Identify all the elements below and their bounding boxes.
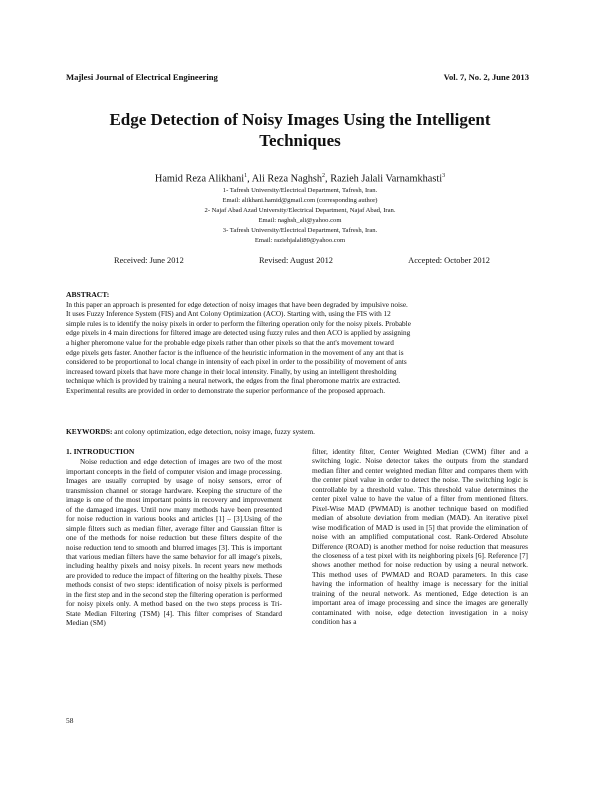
email-line: Email: raziehjalali89@yahoo.com	[254, 237, 346, 244]
keywords-label: KEYWORDS:	[66, 427, 113, 436]
abstract-line: considered to be proportional to local change in intensity of each pixel in order to the possibility of movement of ants	[66, 358, 407, 367]
affiliation-line: 1- Tafresh University/Electrical Department, Tafresh, Iran.	[222, 187, 378, 194]
abstract-line: simple rules is to identify the noisy pixels in order to perform the filtering operation only for the noisy pixels. Probable	[66, 319, 411, 328]
abstract-line: edge pixels in 4 main directions for filtered image are detected using fuzzy rules and then ACO is applied by assigning	[66, 329, 411, 338]
running-header	[66, 72, 529, 82]
author-separator: ,	[325, 173, 331, 185]
author-1: Hamid Reza Alikhani	[154, 173, 245, 185]
section-heading: 1. INTRODUCTION	[66, 447, 135, 456]
keywords-line	[66, 427, 528, 436]
body-paragraph: filter, identity filter, Center Weighted Median (CWM) filter and a switching logic. Noise detector takes the outputs from the standard median filter and center weighted median filter and compares them with the center pixel value in order to detect the noise. The switching logic is controllable by a threshold value. This threshold value determines the center pixel value to have the value of a filter from mentioned filters. Pixel-Wise MAD (PWMAD) is another technique based on modified median of absolute deviation from median (MAD). An iterative pixel wise modification of MAD is used in [5] that provide the elimination of noise with an amplified computational cost. Rank-Ordered Absolute Difference (ROAD) is another method for noise reduction that measures the closeness of a test pixel with its neighboring pixels [6]. Reference [7] shows another method for noise reduction by using a neural network. This method uses of PWMAD and ROAD parameters. In this case having the information of healthy image is necessary for the initial training of the neural network. As mentioned, Edge detection is an important area of image processing and since the images are generally contaminated with noise, edge detection investigation in a noisy condition has a	[312, 447, 528, 627]
dates-row	[114, 256, 490, 265]
body-paragraph: Noise reduction and edge detection of images are two of the most important concepts in the field of computer vision and image processing. Images are usually corrupted by usage of noisy sensors, error of transmission channel or storage hardware. Keeping the structure of the image is one of the most important points in recovery and improvement of the damaged images. Until now many methods have been presented for noise reduction in various books and articles [1] – [3].Using of the simple filters such as median filter, average filter and Gaussian filter is one of the methods for noise reduction but these filters despite of the noise reduction tend to smooth and blurred images [3]. This is important that various median filters have the same behavior for all image's pixels, including healthy pixels and noisy pixels. In recent years new methods are provided to reduce the impact of filtering on the healthy pixels. These methods consist of two steps: identification of noisy pixels is performed in the first step and in the second step the filtering operation is performed for noisy pixels only. A method based on the two steps process is Tri-State Median Filtering (TSM) [4]. This filter comprises of Standard Median (SM)	[66, 457, 282, 628]
author-3-sup: 3	[442, 173, 446, 179]
revised-date: Revised: August 2012	[258, 256, 333, 265]
author-2: Ali Reza Naghsh	[251, 173, 323, 185]
received-date: Received: June 2012	[114, 256, 184, 265]
email-line: Email: alikhani.hamid@gmail.com (corresponding author)	[222, 197, 378, 204]
author-1-sup: 1	[244, 173, 248, 179]
abstract-line: In this paper an approach is presented for edge detection of noisy images that have been degraded by impulsive noise.	[66, 300, 408, 309]
volume-info: Vol. 7, No. 2, June 2013	[443, 72, 529, 82]
column-left	[66, 447, 282, 628]
abstract-line: a higher pheromone value for the probable edge pixels rather than other pixels so that the ant's movement toward	[66, 338, 394, 347]
abstract-block	[66, 290, 528, 397]
abstract-line: technique which is provided by training a neural network, the edges from the final pheromone matrix are extracted.	[66, 377, 401, 386]
author-3: Razieh Jalali Varnamkhasti	[330, 173, 443, 185]
abstract-line: increased toward pixels that have more change in their local intensity. Finally, by using an intelligent thresholding	[66, 367, 397, 376]
email-line: Email: naghsh_ali@yahoo.com	[258, 217, 342, 224]
abstract-line: It uses Fuzzy Inference System (FIS) and Ant Colony Optimization (ACO). Starting with, using the FIS with 12	[66, 310, 391, 319]
title-line-1: Edge Detection of Noisy Images Using the Intelligent	[109, 110, 491, 129]
column-right	[312, 447, 528, 627]
page-number: 58	[66, 716, 74, 725]
abstract-line: edge pixels gets faster. Another factor is the influence of the heuristic information in the movement of any ant that is	[66, 348, 404, 357]
author-2-sup: 2	[322, 173, 326, 179]
accepted-date: Accepted: October 2012	[408, 256, 490, 265]
title-line-2: Techniques	[259, 131, 341, 150]
abstract-line: Experimental results are provided in order to demonstrate the superior performance of the proposed approach.	[66, 386, 386, 395]
author-list	[60, 173, 540, 184]
abstract-label: ABSTRACT:	[66, 290, 110, 299]
keywords-text: ant colony optimization, edge detection, noisy image, fuzzy system.	[112, 427, 315, 436]
author-separator: ,	[247, 173, 252, 185]
affiliation-line: 2- Najaf Abad Azad University/Electrical Department, Najaf Abad, Iran.	[204, 207, 396, 214]
journal-name: Majlesi Journal of Electrical Engineering	[66, 72, 218, 82]
affiliation-line: 3- Tafresh University/Electrical Department, Tafresh, Iran.	[222, 227, 378, 234]
paper-title	[60, 109, 540, 151]
